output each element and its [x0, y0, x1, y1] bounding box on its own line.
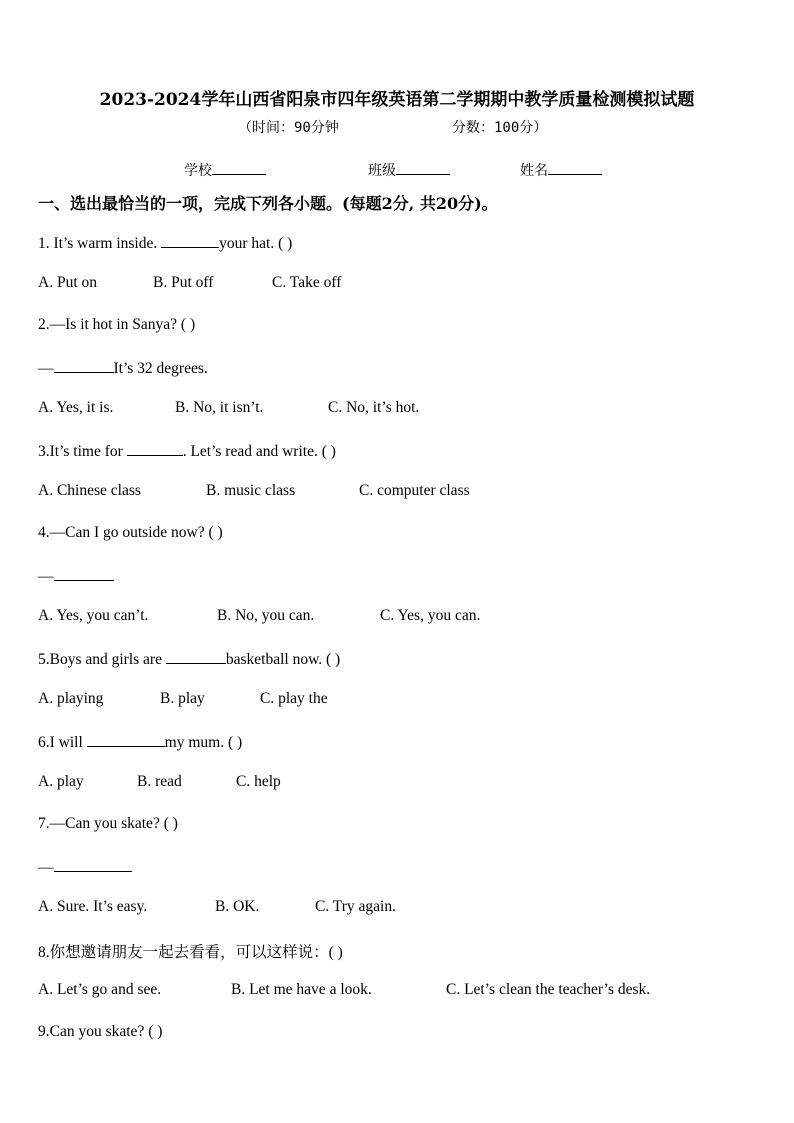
school-field [184, 160, 266, 180]
q2-option-a[interactable]: A. Yes, it is. [38, 399, 114, 416]
question-6 [38, 732, 242, 752]
name-field [520, 160, 602, 180]
question-2: 2.—Is it hot in Sanya? ( ) [38, 316, 196, 333]
q7-reply-dash: — [38, 859, 54, 876]
q1-post: your hat. ( ) [219, 235, 293, 252]
q6-option-b[interactable]: B. read [137, 773, 182, 790]
name-blank[interactable] [548, 162, 602, 175]
q6-blank[interactable] [87, 732, 165, 747]
q2-reply [38, 358, 208, 378]
q3-option-b[interactable]: B. music class [206, 482, 296, 499]
q5-blank[interactable] [166, 649, 226, 664]
school-blank[interactable] [212, 162, 266, 175]
exam-score: 分数：100分） [452, 120, 548, 136]
name-label: 姓名 [520, 163, 548, 179]
q6-pre: 6.I will [38, 734, 87, 751]
q7-reply [38, 857, 132, 877]
q1-pre: 1. It’s warm inside. [38, 235, 162, 252]
question-4: 4.—Can I go outside now? ( ) [38, 524, 223, 541]
exam-title: 2023-2024学年山西省阳泉市四年级英语第二学期期中教学质量检测模拟试题 [99, 90, 695, 110]
q1-blank[interactable] [161, 233, 219, 248]
q3-option-a[interactable]: A. Chinese class [38, 482, 141, 499]
q2-reply-text: It’s 32 degrees. [113, 360, 208, 377]
q6-option-c[interactable]: C. help [236, 773, 281, 790]
q4-option-c[interactable]: C. Yes, you can. [380, 607, 481, 624]
q4-option-b[interactable]: B. No, you can. [217, 607, 315, 624]
section-heading: 一、选出最恰当的一项，完成下列各小题。(每题2分, 共20分)。 [38, 194, 498, 213]
q1-option-c[interactable]: C. Take off [272, 274, 342, 291]
q2-option-c[interactable]: C. No, it’s hot. [328, 399, 420, 416]
q2-option-b[interactable]: B. No, it isn’t. [175, 399, 264, 416]
q8-option-b[interactable]: B. Let me have a look. [231, 981, 372, 998]
question-1 [38, 233, 292, 253]
q3-option-c[interactable]: C. computer class [359, 482, 470, 499]
school-label: 学校 [184, 163, 212, 179]
class-blank[interactable] [396, 162, 450, 175]
q5-option-b[interactable]: B. play [160, 690, 205, 707]
q8-option-a[interactable]: A. Let’s go and see. [38, 981, 162, 998]
q6-option-a[interactable]: A. play [38, 773, 84, 790]
q5-option-a[interactable]: A. playing [38, 690, 104, 707]
q4-reply-dash: — [38, 568, 54, 585]
q7-option-a[interactable]: A. Sure. It’s easy. [38, 898, 148, 915]
q5-post: basketball now. ( ) [225, 651, 341, 668]
question-7: 7.—Can you skate? ( ) [38, 815, 178, 832]
q3-blank[interactable] [127, 441, 183, 456]
question-8: 8.你想邀请朋友一起去看看，可以这样说：( ) [38, 944, 343, 961]
question-9: 9.Can you skate? ( ) [38, 1023, 163, 1040]
q7-option-c[interactable]: C. Try again. [315, 898, 396, 915]
q3-pre: 3.It’s time for [38, 443, 127, 460]
question-5 [38, 649, 340, 669]
q1-option-a[interactable]: A. Put on [38, 274, 97, 291]
q3-post: . Let’s read and write. ( ) [182, 443, 336, 460]
q7-blank[interactable] [54, 857, 132, 872]
q8-option-c[interactable]: C. Let’s clean the teacher’s desk. [446, 981, 651, 998]
q1-option-b[interactable]: B. Put off [153, 274, 214, 291]
q2-blank[interactable] [54, 358, 114, 373]
q2-reply-dash: — [38, 360, 54, 377]
class-label: 班级 [368, 163, 396, 179]
question-3 [38, 441, 336, 461]
q4-blank[interactable] [54, 566, 114, 581]
q7-option-b[interactable]: B. OK. [215, 898, 260, 915]
q5-option-c[interactable]: C. play the [260, 690, 328, 707]
class-field [368, 160, 450, 180]
exam-time: （时间：90分钟 [238, 120, 339, 136]
q6-post: my mum. ( ) [164, 734, 243, 751]
q4-reply [38, 566, 114, 586]
q5-pre: 5.Boys and girls are [38, 651, 166, 668]
q4-option-a[interactable]: A. Yes, you can’t. [38, 607, 149, 624]
